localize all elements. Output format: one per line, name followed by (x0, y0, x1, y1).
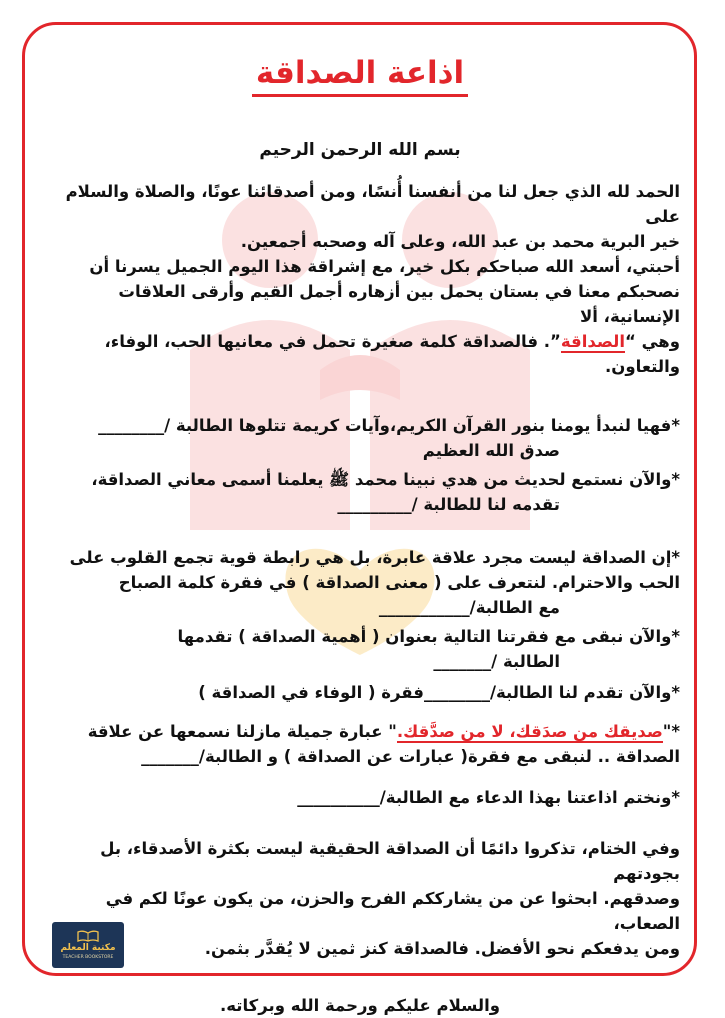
closing-line-3: ومن يدفعكم نحو الأفضل. فالصداقة كنز ثمين لا يُقدَّر بثمن. (204, 939, 680, 958)
intro-line-4: نصحبكم معنا في بستان يحمل بين أزهاره أجمل القيم وأرقى العلاقات الإنسانية، ألا (118, 282, 680, 326)
dua-line-1: *ونختم اذاعتنا بهذا الدعاء مع الطالبة/__________ (297, 788, 680, 807)
friendship-highlight: الصداقة (560, 332, 626, 351)
hadith-line-1: *والآن نستمع لحديث من هدي نبينا محمد ﷺ يعلمنا أسمى معاني الصداقة، (91, 470, 680, 489)
intro-line-3: أحبتي، أسعد الله صباحكم بكل خير، مع إشراقة هذا اليوم الجميل يسرنا أن (89, 257, 680, 276)
loyalty-section (40, 680, 680, 705)
quran-line-1: *فهيا لنبدأ يومنا بنور القرآن الكريم،وآيات كريمة تتلوها الطالبة /________ (98, 416, 680, 435)
importance-line-2: الطالبة /_______ (433, 652, 560, 671)
basmala: بسم الله الرحمن الرحيم (259, 140, 461, 160)
meaning-line-2: الحب والاحترام. لنتعرف على ( معنى الصداقة ) في فقرة كلمة الصباح (118, 573, 680, 592)
saying-section (40, 719, 680, 769)
closing-paragraph (40, 836, 680, 961)
intro-line-1: الحمد لله الذي جعل لنا من أنفسنا أُنسًا، ومن أصدقائنا عونًا، والصلاة والسلام على (65, 182, 680, 226)
intro-line-5-post: ”. فالصداقة كلمة صغيرة تحمل في معانيها الحب، الوفاء، والتعاون. (104, 332, 680, 376)
title-area (40, 54, 680, 97)
dua-section (40, 785, 680, 810)
hadith-section (40, 467, 680, 517)
quran-line-2: صدق الله العظيم (422, 441, 560, 460)
logo-subtitle: TEACHER BOOKSTORE (62, 954, 114, 960)
intro-line-5-pre: وهي “ (625, 332, 680, 351)
loyalty-line-1: *والآن تقدم لنا الطالبة/________فقرة ( الوفاء في الصداقة ) (198, 683, 680, 702)
quran-section (40, 413, 680, 463)
hadith-line-2: تقدمه لنا للطالبة /_________ (337, 495, 560, 514)
closing-line-2: وصدقهم. ابحثوا عن من يشارككم الفرح والحزن، من يكون عونًا لكم في الصعاب، (105, 889, 680, 933)
importance-section (40, 624, 680, 674)
meaning-line-1: *إن الصداقة ليست مجرد علاقة عابرة، بل هي رابطة قوية تجمع القلوب على (69, 548, 680, 567)
meaning-section (40, 545, 680, 620)
closing-line-1: وفي الختام، تذكروا دائمًا أن الصداقة الحقيقية ليست بكثرة الأصدقاء، بل بجودتهم (100, 839, 680, 883)
saying-line-1-post: " عبارة جميلة مازلنا نسمعها عن علاقة (87, 722, 397, 741)
book-icon (77, 930, 99, 942)
broadcast-document (40, 40, 680, 1018)
meaning-line-3: مع الطالبة/___________ (378, 598, 560, 617)
intro-paragraph (40, 179, 680, 379)
saying-line-1-pre: *" (662, 722, 680, 741)
saying-highlight: صديقك من صدَقك، لا من صدَّقك. (396, 722, 663, 741)
intro-line-2: خير البرية محمد بن عبد الله، وعلى آله وصحبه أجمعين. (240, 232, 680, 251)
saying-line-2: الصداقة .. لنبقى مع فقرة( عبارات عن الصداقة ) و الطالبة/_______ (141, 747, 680, 766)
importance-line-1: *والآن نبقى مع فقرتنا التالية بعنوان ( أهمية الصداقة ) تقدمها (177, 627, 680, 646)
farewell: والسلام عليكم ورحمة الله وبركاته. (219, 996, 501, 1015)
bookstore-logo (52, 922, 124, 968)
logo-name: مكتبة المعلم (60, 942, 116, 953)
page-title: اذاعة الصداقة (252, 54, 468, 97)
